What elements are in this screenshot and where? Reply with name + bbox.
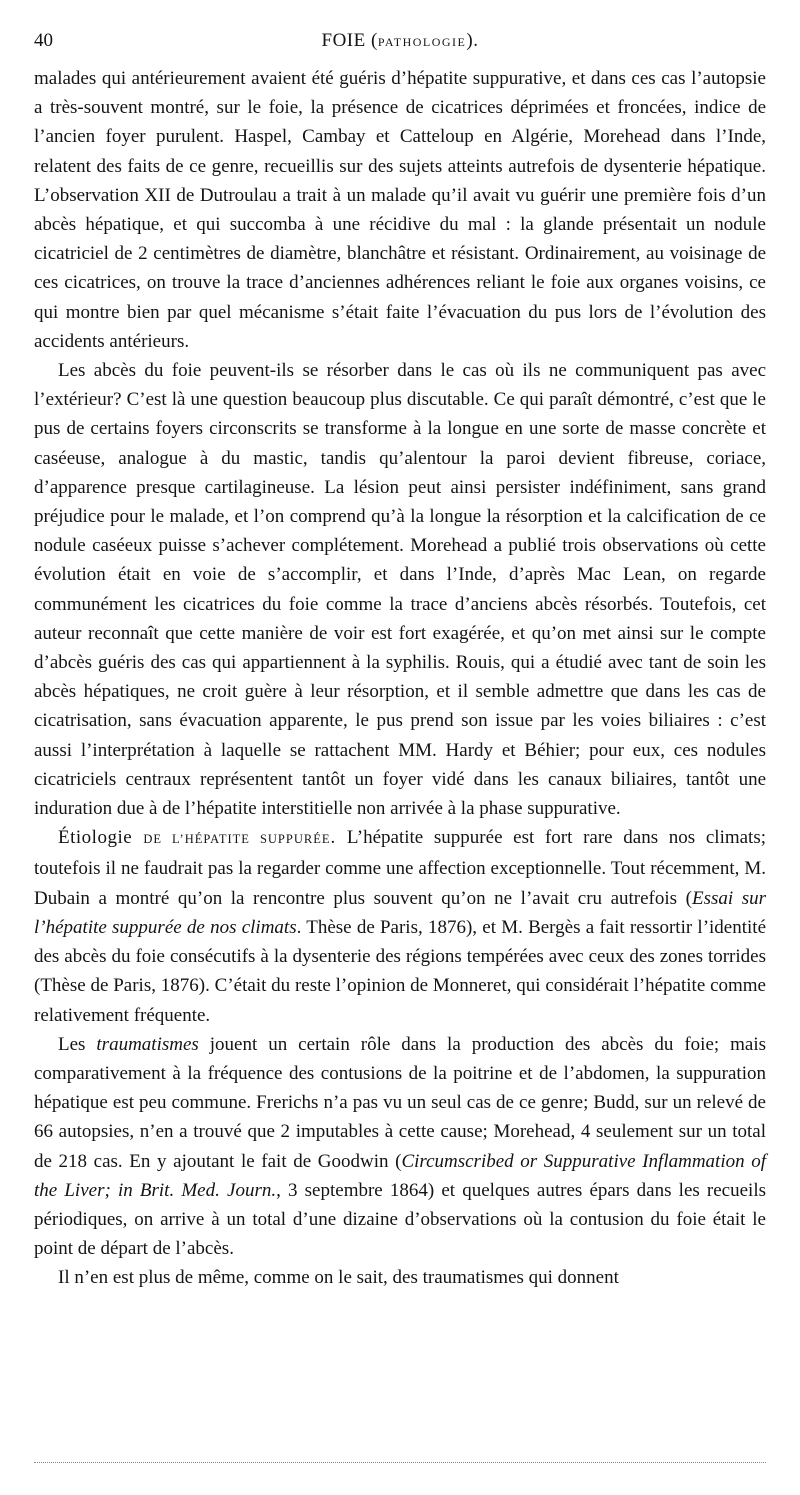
- paragraph-2: Les abcès du foie peuvent-ils se résorber dans le cas où ils ne communiquent pas avec l’extérieur? C’est là une question beaucoup plus discutable. Ce qui paraît démontré, c’est que le pus de certains foyers circonscrits se transforme à la longue en une sorte de masse concrète et caséeuse, analogue à du mastic, tandis qu’alentour la paroi devient fibreuse, coriace, d’apparence presque cartilagineuse. La lésion peut ainsi persister indéfiniment, sans grand préjudice pour le malade, et l’on comprend qu’à la longue la résorption et la calcification de ce nodule caséeux puisse s’achever complétement. Morehead a publié trois observations où cette évolution était en voie de s’accomplir, et dans l’Inde, d’après Mac Lean, on regarde communément les cicatrices du foie comme la trace d’anciens abcès résorbés. Toutefois, cet auteur reconnaît que cette manière de voir est fort exagérée, et qu’on met ainsi sur le compte d’abcès guéris des cas qui appartiennent à la syphilis. Rouis, qui a étudié avec tant de soin les abcès hépatiques, ne croit guère à leur résorption, et il semble admettre que dans les cas de cicatrisation, sans évacuation apparente, le pus prend son issue par les voies biliaires : c’est aussi l’interprétation à laquelle se rattachent MM. Hardy et Béhier; pour eux, ces nodules cicatriciels centraux représentent tantôt un foyer vidé dans les canaux biliaires, tantôt une induration due à de l’hépatite interstitielle non arrivée à la phase suppurative.: [34, 360, 766, 820]
- paragraph-4-text-c: , 3 septembre 1864) et quelques autres épars dans les recueils périodiques, on arrive à un total d’une dizaine d’observations où la contusion du foie était le point de départ de l’abcès.: [34, 1179, 766, 1260]
- paragraph-3-text-b: . Thèse de Paris, 1876), et M. Bergès a fait ressortir l’identité des abcès du foie consécutifs à la dysenterie des régions tempérées avec ceux des zones torrides (Thèse de Paris, 1876). C’était du reste l’opinion de Monneret, qui considérait l’hépatite comme relativement fréquente.: [34, 916, 766, 1026]
- running-head-main: FOIE (: [321, 30, 378, 51]
- section-heading-end: .: [330, 827, 347, 849]
- paragraph-4-text-a: Les: [58, 1033, 97, 1055]
- paragraph-4-italic-b: Circumscribed or Suppurative Inflammation of the Liver; in Brit. Med. Journ.: [34, 1150, 767, 1201]
- running-head-end: ).: [466, 30, 479, 51]
- paragraph-1: malades qui antérieurement avaient été guéris d’hépatite suppurative, et dans ces cas l’autopsie a très-souvent montré, sur le foie, la présence de cicatrices déprimées et froncées, indice de l’ancien foyer purulent. Haspel, Cambay et Catteloup en Algérie, Morehead dans l’Inde, relatent des faits de ce genre, recueillis sur des sujets atteints autrefois de dysenterie hépatique. L’observation XII de Dutroulau a trait à un malade qu’il avait vu guérir une première fois d’un abcès hépatique, et qui succomba à une récidive du mal : la glande présentait un nodule cicatriciel de 2 centimètres de diamètre, blanchâtre et résistant. Ordinairement, au voisinage de ces cicatrices, on trouve la trace d’anciennes adhérences reliant le foie aux organes voisins, ce qui montre bien par quel mécanisme s’était faite l’évacuation du pus lors de l’évolution des accidents antérieurs.: [34, 68, 766, 352]
- footer-dotted-rule: [34, 1462, 766, 1463]
- running-head-subtitle: PATHOLOGIE: [377, 35, 467, 49]
- section-heading-small-caps: DE L’HÉPATITE SUPPURÉE: [143, 832, 331, 847]
- paragraph-3: [34, 823, 766, 1029]
- section-heading: [58, 827, 347, 848]
- paragraph-3-italic-title: Essai sur l’hépatite suppurée de nos climats: [34, 887, 766, 938]
- paragraph-4-text-b: jouent un certain rôle dans la production des abcès du foie; mais comparativement à la fréquence des contusions de la poitrine et de l’abdomen, la suppuration hépatique est peu commune. Frerichs n’a pas vu un seul cas de ce genre; Budd, sur un relevé de 66 autopsies, n’en a trouvé que 2 imputables à cette cause; Morehead, 4 seulement sur un total de 218 cas. En y ajoutant le fait de Goodwin (: [34, 1033, 766, 1172]
- page-number: 40: [34, 30, 53, 51]
- paragraph-3-text-a: L’hépatite suppurée est fort rare dans nos climats; toutefois il ne faudrait pas la regarder comme une affection exceptionnelle. Tout récemment, M. Dubain a montré qu’on la rencontre plus souvent qu’on ne l’avait cru autrefois (: [34, 827, 767, 909]
- paragraph-4-italic-a: traumatismes: [96, 1033, 199, 1055]
- running-head: [34, 30, 766, 52]
- page-header: [34, 24, 766, 54]
- paragraph-4: [34, 1030, 766, 1264]
- section-heading-lead: Étiologie: [58, 827, 144, 849]
- paragraph-5: Il n’en est plus de même, comme on le sait, des traumatismes qui donnent: [58, 1267, 619, 1289]
- body-text: [34, 64, 766, 1293]
